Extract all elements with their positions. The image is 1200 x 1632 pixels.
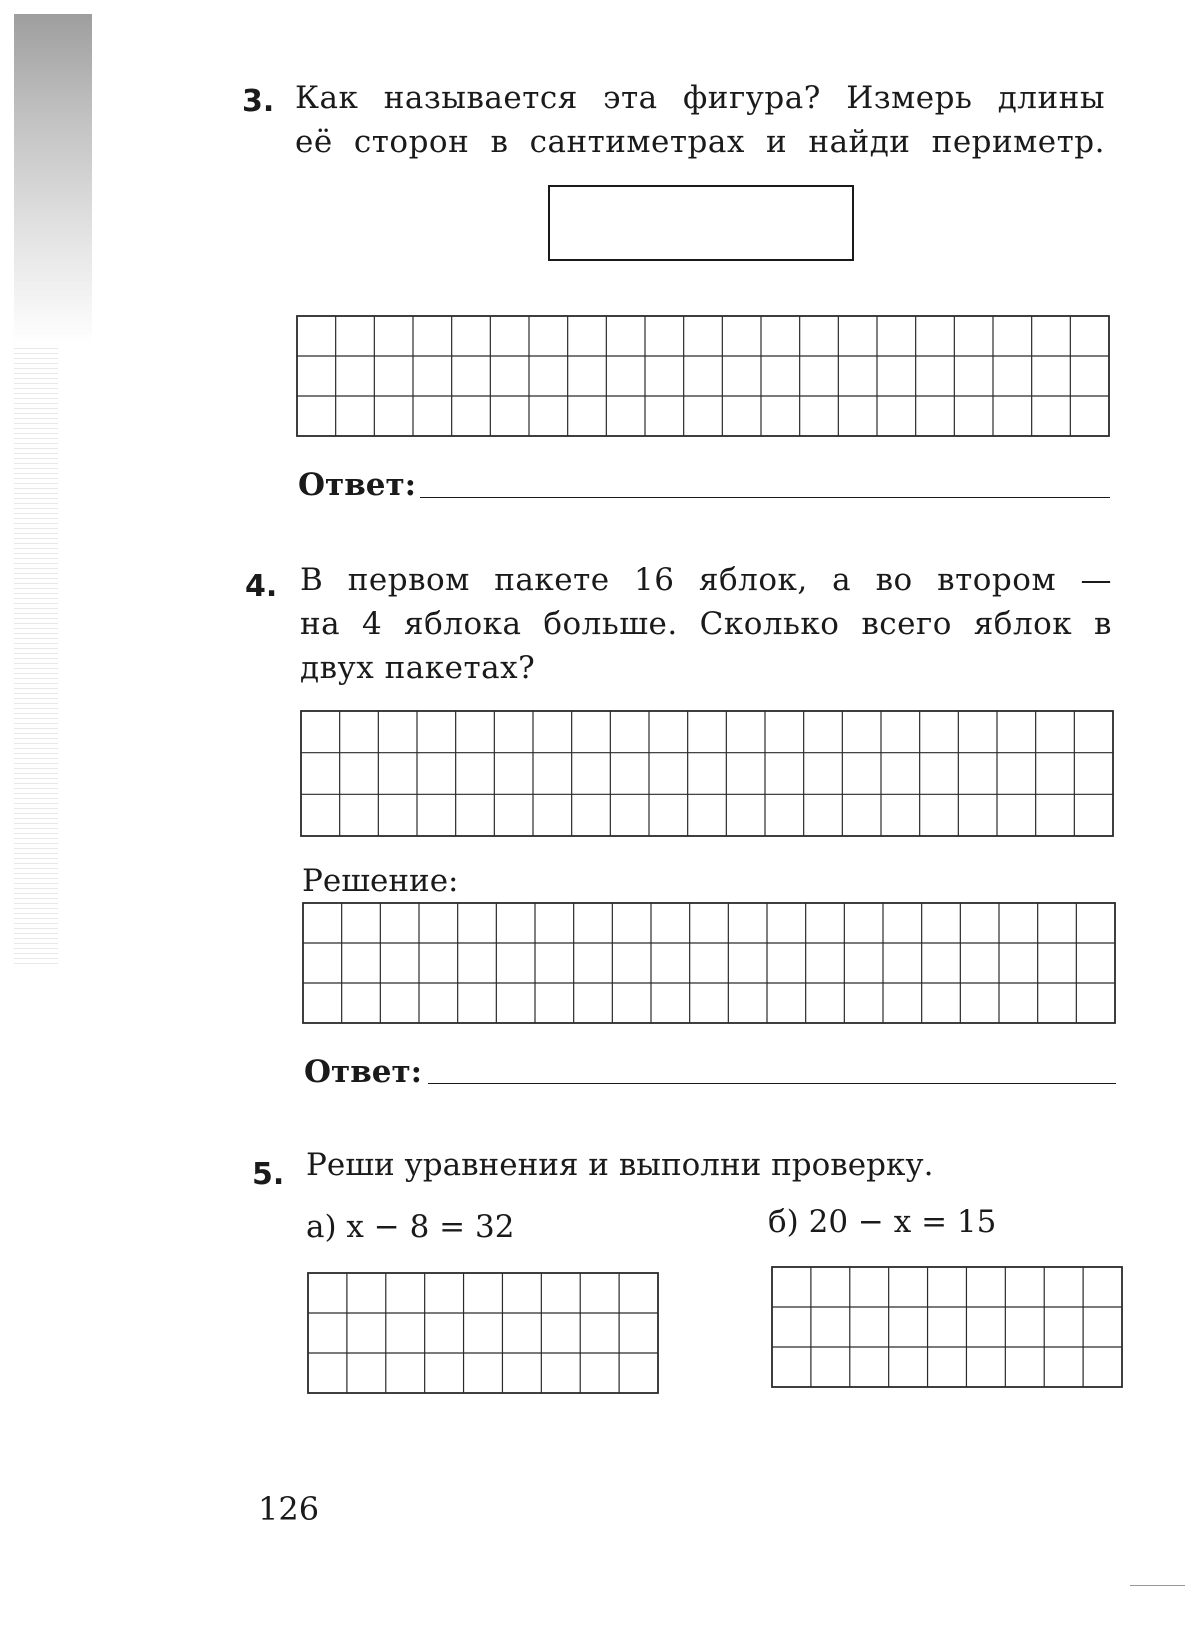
page-number: 126 [258,1490,320,1528]
grid-border [772,1267,1122,1387]
grid-lines [307,1272,659,1394]
grid-border [301,711,1113,836]
grid-lines [302,902,1116,1024]
task-3-line-2: её сторон в сантиметрах и найди периметр. [295,124,1105,160]
task-3-text [295,76,1105,164]
task-4-solution-label: Решение: [302,863,459,899]
task-4-line-3: двух пакетах? [300,650,536,686]
equation-b: б) 20 − x = 15 [768,1204,997,1240]
scan-corner-mark [1130,1585,1185,1586]
grid-border [303,903,1115,1023]
grid-border [297,316,1109,436]
task-5-text: Реши уравнения и выполни проверку. [306,1147,934,1183]
task-5b-grid[interactable] [771,1266,1123,1388]
task-3-answer-line[interactable] [420,497,1110,498]
equation-a: а) x − 8 = 32 [306,1209,515,1245]
task-3-line-1: Как называется эта фигура? Измерь длины [295,80,1105,116]
task-4-grid-2[interactable] [302,902,1116,1024]
task-4-answer-label: Ответ: [304,1054,423,1090]
grid-lines [300,710,1114,837]
task-3-grid[interactable] [296,315,1110,437]
task-3-number: 3. [242,84,275,119]
scan-shadow [14,14,92,344]
task-4-grid-1[interactable] [300,710,1114,837]
task-4-number: 4. [245,569,278,604]
grid-lines [771,1266,1123,1388]
task-4-line-2: на 4 яблока больше. Сколько всего яблок в [300,606,1112,642]
grid-lines [296,315,1110,437]
task-4-text [300,558,1112,690]
task-5-number: 5. [252,1157,285,1192]
rectangle-figure [548,185,854,261]
task-3-answer-label: Ответ: [298,467,417,503]
task-4-line-1: В первом пакете 16 яблок, а во втором — [300,562,1112,598]
grid-border [308,1273,658,1393]
task-4-answer-line[interactable] [428,1083,1116,1084]
task-5a-grid[interactable] [307,1272,659,1394]
